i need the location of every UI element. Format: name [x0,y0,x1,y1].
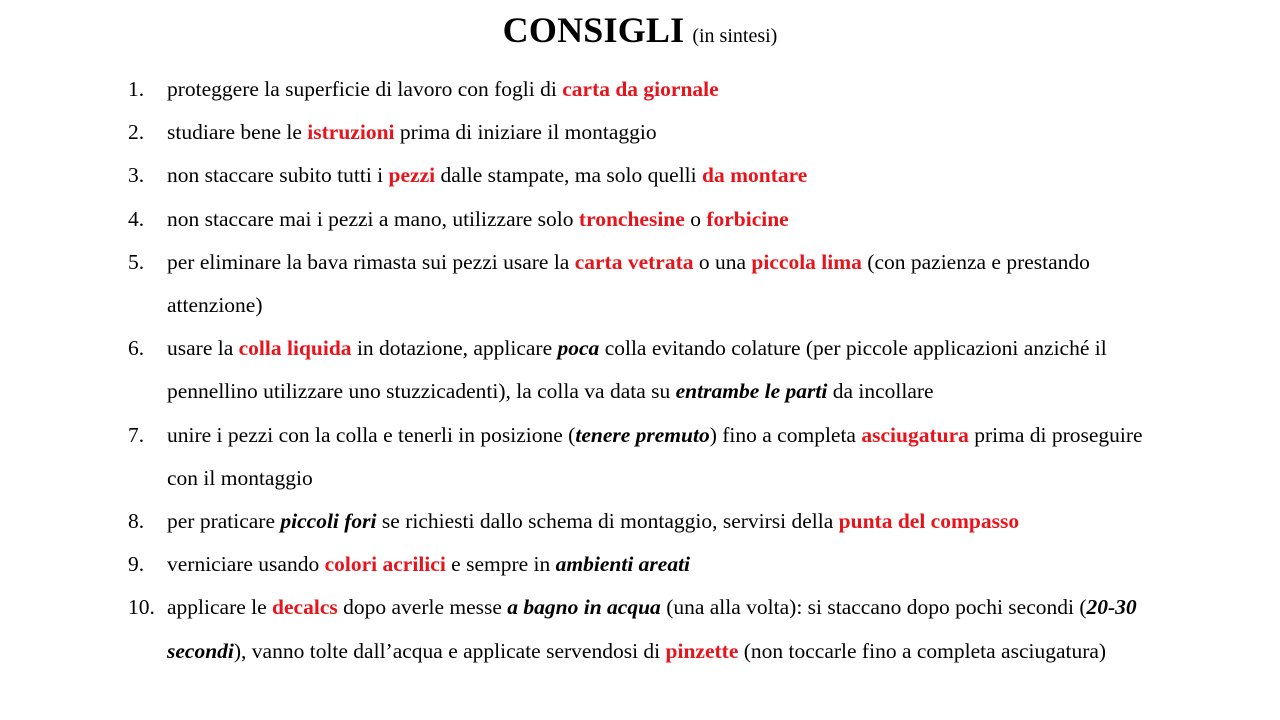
tip-segment: e sempre in [445,552,556,577]
tip-segment: se richiesti dallo schema di montaggio, servirsi della [376,509,839,534]
tip-segment: usare la [167,336,239,361]
tip-emphasis: ambienti areati [555,552,691,577]
tip-highlight: istruzioni [307,120,395,145]
tip-emphasis: tenere premuto [575,422,710,447]
tip-item-4 [128,198,1168,241]
tip-highlight: piccola lima [751,249,862,274]
tip-emphasis: 20-30 secondi [167,595,1137,663]
tip-highlight: punta del compasso [838,509,1020,534]
tip-number: 8. [128,509,145,534]
tip-highlight: pinzette [665,638,739,663]
tip-highlight: pezzi [388,163,436,188]
tip-number: 4. [128,206,145,231]
tip-segment: ) fino a completa [709,422,862,447]
tip-highlight: carta da giornale [562,77,719,101]
tip-highlight: colori acrilici [324,552,446,577]
tip-segment: proteggere la superficie di lavoro con fogli di [167,77,563,101]
tip-segment: (con pazienza e prestando attenzione) [167,249,1090,318]
tip-segment: per praticare [167,509,281,534]
tips-list [128,68,1168,673]
tip-text [167,198,1168,241]
tip-number: 7. [128,422,145,447]
tip-item-6 [128,327,1168,413]
tip-segment: da incollare [827,379,934,404]
tip-segment: unire i pezzi con la colla e tenerli in posizione ( [167,422,576,447]
title-subtitle: (in sintesi) [692,25,778,47]
tip-text [167,586,1168,672]
tip-item-2 [128,111,1168,154]
tip-emphasis: piccoli fori [280,509,377,534]
tip-highlight: asciugatura [861,422,969,447]
tip-segment: applicare le [167,595,273,620]
tip-number: 2. [128,120,145,145]
tip-highlight: carta vetrata [574,249,694,274]
tip-text [167,500,1168,543]
tip-item-7 [128,414,1168,500]
tip-highlight: forbicine [706,206,789,231]
tip-highlight: colla liquida [238,336,352,361]
tip-segment: ), vanno tolte dall’acqua e applicate servendosi di [233,638,666,663]
tip-highlight: tronchesine [578,206,685,231]
tip-highlight: decalcs [272,595,338,620]
tip-item-5 [128,241,1168,327]
tip-segment: non staccare subito tutti i [167,163,389,188]
tip-number: 10. [128,595,155,620]
tip-segment: in dotazione, applicare [351,336,558,361]
tip-segment: (una alla volta): si staccano dopo pochi secondi ( [660,595,1087,620]
tip-segment: colla evitando colature (per piccole applicazioni anziché il pennellino utilizzare uno stuzzicadenti), la colla va data su [167,336,1107,404]
tip-segment: dopo averle messe [337,595,508,620]
tip-number: 1. [128,77,145,101]
title-main: CONSIGLI [502,10,685,50]
tip-text [167,241,1168,327]
tip-segment: studiare bene le [167,120,308,145]
tip-item-9 [128,543,1168,586]
tip-segment: dalle stampate, ma solo quelli [435,163,702,188]
tip-text [167,154,1168,197]
tip-text [167,327,1168,413]
tip-number: 6. [128,336,145,361]
tip-number: 9. [128,552,145,577]
tip-segment: o [684,206,707,231]
tip-item-10 [128,586,1168,672]
tip-item-1 [128,68,1168,111]
tip-text [167,111,1168,154]
tip-emphasis: a bagno in acqua [507,595,661,620]
tip-item-8 [128,500,1168,543]
tip-segment: (non toccarle fino a completa asciugatura) [738,638,1107,663]
tip-number: 3. [128,163,145,188]
tip-number: 5. [128,249,145,274]
tip-segment: per eliminare la bava rimasta sui pezzi usare la [167,249,575,274]
tip-emphasis: poca [557,336,600,361]
tip-segment: verniciare usando [167,552,325,577]
tip-emphasis: entrambe le parti [675,379,828,404]
tip-text [167,68,1168,111]
tip-segment: non staccare mai i pezzi a mano, utilizzare solo [167,206,579,231]
tip-text [167,543,1168,586]
tip-segment: o una [693,249,752,274]
tip-segment: prima di proseguire con il montaggio [167,422,1143,490]
page-title [0,8,1280,60]
tip-highlight: da montare [702,163,808,188]
tip-text [167,414,1168,500]
tip-item-3 [128,154,1168,197]
tip-segment: prima di iniziare il montaggio [394,120,657,145]
